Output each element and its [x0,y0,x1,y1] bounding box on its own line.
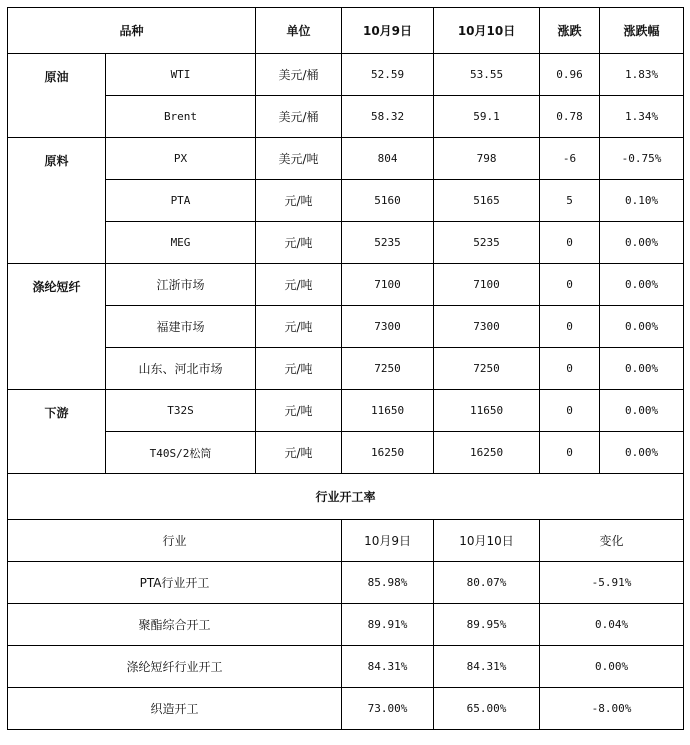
row-change-pct: 1.83% [600,54,684,96]
row-name: WTI [106,54,256,96]
header-change: 涨跌 [540,8,600,54]
row-change-pct: 0.00% [600,348,684,390]
rate-header-row [8,520,684,562]
row-change-pct: -0.75% [600,138,684,180]
row-change: 0 [540,222,600,264]
row-unit: 美元/吨 [256,138,342,180]
row-date1-value: 52.59 [342,54,434,96]
row-change: 0 [540,264,600,306]
row-date1-value: 58.32 [342,96,434,138]
row-unit: 元/吨 [256,222,342,264]
row-name: T40S/2松筒 [106,432,256,474]
row-date1-value: 11650 [342,390,434,432]
row-unit: 元/吨 [256,306,342,348]
row-change: 5 [540,180,600,222]
row-name: 山东、河北市场 [106,348,256,390]
header-date2: 10月10日 [434,8,540,54]
row-change: 0 [540,390,600,432]
rate-row-date2-value: 89.95% [434,604,540,646]
row-name: PTA [106,180,256,222]
rate-header-change: 变化 [540,520,684,562]
row-date1-value: 7250 [342,348,434,390]
row-change-pct: 0.00% [600,432,684,474]
row-date2-value: 798 [434,138,540,180]
rate-row-name: 涤纶短纤行业开工 [8,646,342,688]
rate-row-date2-value: 84.31% [434,646,540,688]
rate-row-change: 0.04% [540,604,684,646]
rate-row-change: 0.00% [540,646,684,688]
row-unit: 元/吨 [256,348,342,390]
row-unit: 元/吨 [256,180,342,222]
row-unit: 元/吨 [256,432,342,474]
row-name: 福建市场 [106,306,256,348]
table-row [8,222,684,264]
rate-header-date2: 10月10日 [434,520,540,562]
row-date2-value: 7300 [434,306,540,348]
row-date1-value: 7100 [342,264,434,306]
row-unit: 元/吨 [256,390,342,432]
row-name: PX [106,138,256,180]
row-name: 江浙市场 [106,264,256,306]
table-row [8,180,684,222]
category-downstream: 下游 [8,390,106,474]
rate-row-date2-value: 65.00% [434,688,540,730]
table-row [8,138,684,180]
row-date2-value: 7100 [434,264,540,306]
row-change: 0 [540,306,600,348]
rate-section-title: 行业开工率 [8,474,684,520]
rate-row [8,562,684,604]
row-change: 0.96 [540,54,600,96]
table-row [8,306,684,348]
row-name: Brent [106,96,256,138]
rate-row-date2-value: 80.07% [434,562,540,604]
table-row [8,432,684,474]
row-change-pct: 1.34% [600,96,684,138]
table-row [8,96,684,138]
table-row [8,348,684,390]
row-date2-value: 5235 [434,222,540,264]
row-change-pct: 0.10% [600,180,684,222]
row-change: 0 [540,432,600,474]
header-unit: 单位 [256,8,342,54]
row-date2-value: 11650 [434,390,540,432]
header-variety: 品种 [8,8,256,54]
table-row [8,54,684,96]
row-unit: 美元/桶 [256,54,342,96]
row-change-pct: 0.00% [600,222,684,264]
rate-row-name: PTA行业开工 [8,562,342,604]
header-row [8,8,684,54]
rate-row-date1-value: 89.91% [342,604,434,646]
row-change-pct: 0.00% [600,306,684,348]
row-date1-value: 5160 [342,180,434,222]
row-date2-value: 7250 [434,348,540,390]
row-name: MEG [106,222,256,264]
category-crude: 原油 [8,54,106,138]
header-change-pct: 涨跌幅 [600,8,684,54]
rate-row-name: 织造开工 [8,688,342,730]
row-change: -6 [540,138,600,180]
row-change: 0 [540,348,600,390]
rate-row [8,688,684,730]
row-change-pct: 0.00% [600,390,684,432]
row-date2-value: 59.1 [434,96,540,138]
row-date1-value: 804 [342,138,434,180]
row-name: T32S [106,390,256,432]
row-date2-value: 16250 [434,432,540,474]
row-change: 0.78 [540,96,600,138]
rate-row-date1-value: 85.98% [342,562,434,604]
rate-header-industry: 行业 [8,520,342,562]
row-unit: 美元/桶 [256,96,342,138]
rate-row-date1-value: 84.31% [342,646,434,688]
row-change-pct: 0.00% [600,264,684,306]
row-date1-value: 5235 [342,222,434,264]
rate-row-name: 聚酯综合开工 [8,604,342,646]
row-date2-value: 53.55 [434,54,540,96]
row-date2-value: 5165 [434,180,540,222]
rate-header-date1: 10月9日 [342,520,434,562]
rate-row [8,646,684,688]
table-row [8,264,684,306]
category-fiber: 涤纶短纤 [8,264,106,390]
row-unit: 元/吨 [256,264,342,306]
category-raw: 原料 [8,138,106,264]
row-date1-value: 7300 [342,306,434,348]
price-table [7,7,684,730]
rate-title-row [8,474,684,520]
rate-row-change: -5.91% [540,562,684,604]
rate-row-change: -8.00% [540,688,684,730]
rate-row [8,604,684,646]
table-row [8,390,684,432]
row-date1-value: 16250 [342,432,434,474]
rate-row-date1-value: 73.00% [342,688,434,730]
header-date1: 10月9日 [342,8,434,54]
